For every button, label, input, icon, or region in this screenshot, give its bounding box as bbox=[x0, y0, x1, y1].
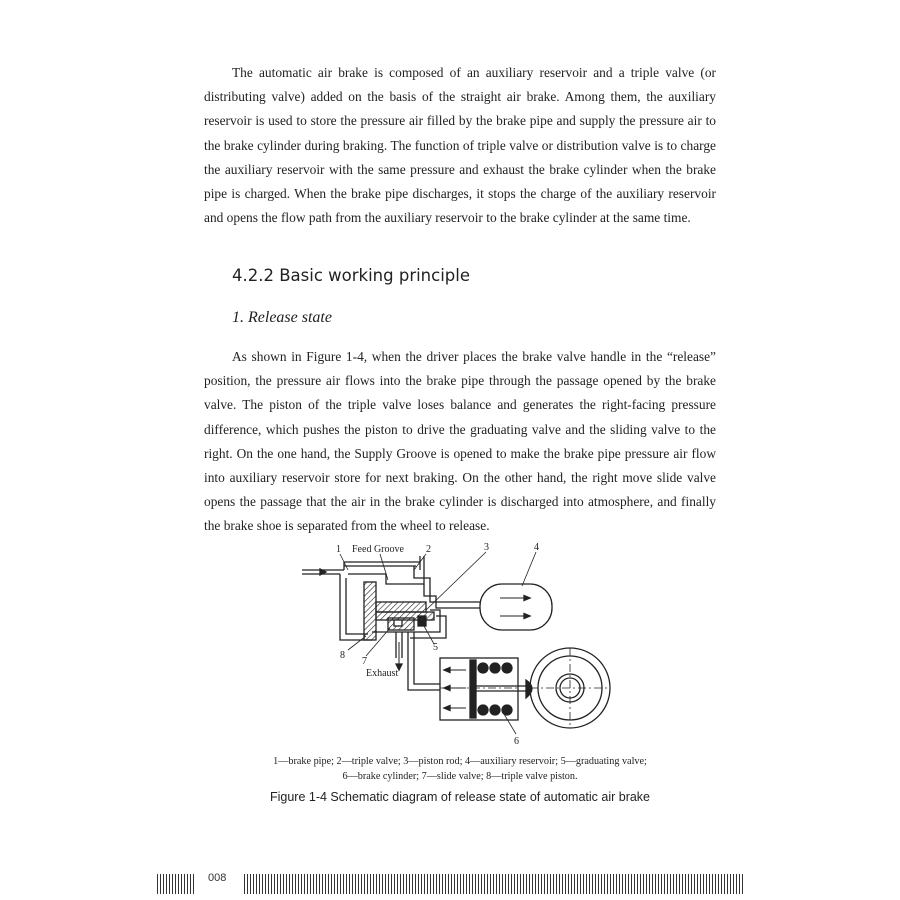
brake-cylinder-pipe bbox=[408, 632, 440, 690]
label-7: 7 bbox=[362, 656, 367, 667]
label-8: 8 bbox=[340, 650, 345, 661]
label-exhaust: Exhaust bbox=[366, 668, 399, 679]
triple-valve-body-top bbox=[348, 570, 424, 584]
label-4: 4 bbox=[534, 542, 539, 553]
legend-line-2: 6—brake cylinder; 7—slide valve; 8—triple valve piston. bbox=[342, 771, 578, 782]
label-2: 2 bbox=[426, 544, 431, 555]
page-number: 008 bbox=[208, 872, 227, 884]
piston-rod bbox=[376, 602, 426, 612]
label-feed-groove: Feed Groove bbox=[352, 544, 404, 555]
brake-cylinder-piston bbox=[470, 660, 476, 718]
figure-legend bbox=[200, 754, 720, 784]
graduating-valve bbox=[418, 616, 426, 626]
label-3: 3 bbox=[484, 542, 489, 553]
label-1: 1 bbox=[336, 544, 341, 555]
label-5: 5 bbox=[433, 642, 438, 653]
paragraph-automatic-air-brake: The automatic air brake is composed of an auxiliary reservoir and a triple valve (or distributing valve) added on the basis of the straight air brake. Among them, the auxiliary reservoir is used to store the pressure air filled by the brake pipe and supply the pressure air to the brake cylinder during braking. The function of triple valve or distribution valve is to charge the auxiliary reservoir with the same pressure and exhaust the brake cylinder when the brake pipe is charged. When the brake pipe discharges, it stops the charge of the auxiliary reservoir and opens the flow path from the auxiliary reservoir to the brake cylinder at the same time. bbox=[204, 65, 716, 226]
footer-bar-right bbox=[244, 874, 744, 894]
label-6: 6 bbox=[514, 736, 519, 747]
legend-line-1: 1—brake pipe; 2—triple valve; 3—piston rod; 4—auxiliary reservoir; 5—graduating valve; bbox=[273, 756, 647, 767]
sub-heading-release-state: 1. Release state bbox=[232, 309, 332, 326]
footer-bar-left bbox=[157, 874, 195, 894]
triple-valve-piston bbox=[364, 582, 376, 640]
paragraph-release-state: As shown in Figure 1-4, when the driver places the brake valve handle in the “release” position, the pressure air flows into the brake pipe through the passage opened by the brake valve. The piston of the triple valve loses balance and generates the right-facing pressure difference, which pushes the piston to drive the graduating valve and the sliding valve to the right. On the one hand, the Supply Groove is opened to make the brake pipe pressure air flow into auxiliary reservoir store for next braking. On the other hand, the right move slide valve opens the passage that the air in the brake cylinder is discharged into atmosphere, and finally the brake shoe is separated from the wheel to release. bbox=[204, 349, 716, 534]
section-heading: 4.2.2 Basic working principle bbox=[232, 266, 471, 285]
figure-caption: Figure 1-4 Schematic diagram of release state of automatic air brake bbox=[269, 790, 651, 804]
auxiliary-reservoir bbox=[480, 584, 552, 630]
figure-release-state-diagram bbox=[290, 540, 630, 750]
brake-cylinder-springs bbox=[478, 663, 512, 715]
